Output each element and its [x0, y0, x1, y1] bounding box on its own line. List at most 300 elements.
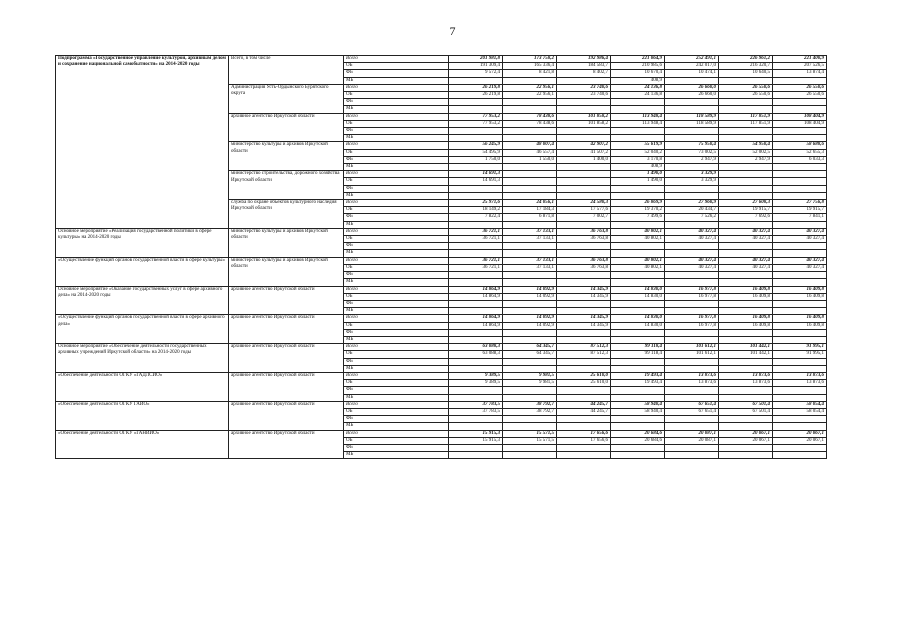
amount-cell — [503, 394, 557, 401]
funding-source: ОБ — [344, 63, 449, 70]
funding-source: ФБ — [344, 416, 449, 423]
amount-cell — [611, 444, 665, 451]
amount-cell — [665, 300, 719, 307]
amount-cell: 16 409,8 — [719, 322, 773, 329]
amount-cell — [665, 308, 719, 315]
funding-source: ФБ — [344, 358, 449, 365]
amount-cell: 26 550,6 — [773, 84, 827, 91]
amount-cell: 63 088,3 — [449, 344, 503, 351]
amount-cell — [557, 358, 611, 365]
amount-cell — [449, 444, 503, 451]
amount-cell: 58 940,4 — [611, 401, 665, 408]
amount-cell — [557, 171, 611, 178]
amount-cell: 3 329,9 — [665, 171, 719, 178]
amount-cell — [665, 394, 719, 401]
amount-cell: 40 802,1 — [611, 264, 665, 271]
amount-cell — [449, 106, 503, 113]
amount-cell: 20 684,6 — [611, 437, 665, 444]
amount-cell: 26 550,6 — [719, 92, 773, 99]
amount-cell — [611, 394, 665, 401]
amount-cell: 1 550,0 — [503, 156, 557, 163]
funding-source: Всего — [344, 113, 449, 120]
amount-cell — [665, 365, 719, 372]
amount-cell: 40 327,4 — [665, 228, 719, 235]
amount-cell: 6 871,8 — [503, 214, 557, 221]
amount-cell: 58 054,4 — [773, 408, 827, 415]
amount-cell — [449, 164, 503, 171]
amount-cell: 113 948,4 — [611, 120, 665, 127]
amount-cell: 40 327,4 — [719, 257, 773, 264]
funding-source: ОБ — [344, 322, 449, 329]
amount-cell: 14 345,9 — [557, 322, 611, 329]
amount-cell — [665, 358, 719, 365]
amount-cell: 20 434,7 — [665, 207, 719, 214]
amount-cell: 46 557,4 — [503, 149, 557, 156]
amount-cell: 25 971,6 — [449, 200, 503, 207]
funding-source: ФБ — [344, 444, 449, 451]
amount-cell — [503, 128, 557, 135]
amount-cell — [449, 358, 503, 365]
funding-source: МБ — [344, 452, 449, 459]
funding-source: Всего — [344, 56, 449, 63]
amount-cell — [611, 192, 665, 199]
funding-source: ФБ — [344, 70, 449, 77]
amount-cell — [503, 358, 557, 365]
funding-source: ФБ — [344, 272, 449, 279]
amount-cell: 27 608,3 — [719, 200, 773, 207]
amount-cell: 52 002,5 — [719, 149, 773, 156]
executor-name: архивное агентство Иркутской области — [229, 344, 344, 373]
amount-cell: 36 721,1 — [449, 236, 503, 243]
amount-cell: 14 092,9 — [503, 286, 557, 293]
table-row — [56, 344, 827, 351]
amount-cell — [449, 279, 503, 286]
program-name: Основное мероприятие «Обеспечение деятельности государственных архивных учреждений Иркутской области» на 2014-2020 годы — [56, 344, 229, 373]
amount-cell: 36 721,1 — [449, 257, 503, 264]
budget-table — [55, 55, 827, 459]
program-name: «Обеспечение деятельности ОГКУ «ГАНИИО» — [56, 430, 229, 459]
amount-cell — [665, 221, 719, 228]
amount-cell: 14 345,9 — [557, 293, 611, 300]
amount-cell: 77 953,2 — [449, 120, 503, 127]
amount-cell: 15 571,5 — [503, 437, 557, 444]
amount-cell: 41 507,2 — [557, 149, 611, 156]
amount-cell: 37 133,1 — [503, 257, 557, 264]
amount-cell: 67 501,4 — [719, 408, 773, 415]
amount-cell — [773, 300, 827, 307]
amount-cell — [719, 106, 773, 113]
program-name: Основное мероприятие «Реализация государственной политики в сфере культуры» на 2014-2020 годы — [56, 228, 229, 257]
amount-cell: 91 995,1 — [773, 351, 827, 358]
amount-cell — [503, 243, 557, 250]
amount-cell — [719, 128, 773, 135]
amount-cell — [665, 329, 719, 336]
amount-cell — [719, 387, 773, 394]
amount-cell: 16 409,8 — [719, 286, 773, 293]
amount-cell — [611, 250, 665, 257]
amount-cell — [449, 336, 503, 343]
amount-cell — [503, 423, 557, 430]
table-row — [56, 401, 827, 408]
amount-cell — [719, 416, 773, 423]
amount-cell — [557, 394, 611, 401]
amount-cell — [449, 423, 503, 430]
funding-source: ОБ — [344, 351, 449, 358]
amount-cell: 2 947,9 — [719, 156, 773, 163]
amount-cell — [503, 300, 557, 307]
amount-cell — [503, 444, 557, 451]
amount-cell: 1 490,0 — [611, 171, 665, 178]
amount-cell: 37 133,1 — [503, 236, 557, 243]
amount-cell — [719, 272, 773, 279]
amount-cell — [611, 329, 665, 336]
amount-cell — [557, 387, 611, 394]
amount-cell: 20 067,1 — [719, 437, 773, 444]
amount-cell — [503, 416, 557, 423]
amount-cell — [773, 178, 827, 185]
amount-cell — [449, 308, 503, 315]
amount-cell: 221 400,9 — [773, 56, 827, 63]
amount-cell: 7 692,6 — [719, 214, 773, 221]
program-name: «Осуществление функций органов государственной власти в сфере культуры» — [56, 257, 229, 286]
amount-cell: 40 327,4 — [773, 236, 827, 243]
amount-cell: 19 915,7 — [773, 207, 827, 214]
executor-name: министерство культуры и архивов Иркутской области — [229, 228, 344, 257]
amount-cell: 14 092,9 — [503, 315, 557, 322]
amount-cell — [719, 279, 773, 286]
amount-cell — [557, 336, 611, 343]
amount-cell — [503, 308, 557, 315]
funding-source: ОБ — [344, 178, 449, 185]
table-row — [56, 228, 827, 235]
funding-source: Всего — [344, 171, 449, 178]
amount-cell: 16 409,8 — [773, 286, 827, 293]
amount-cell — [773, 365, 827, 372]
page-number: 7 — [449, 24, 456, 38]
amount-cell — [557, 308, 611, 315]
amount-cell: 15 571,5 — [503, 430, 557, 437]
amount-cell — [665, 272, 719, 279]
amount-cell: 55 619,9 — [611, 142, 665, 149]
amount-cell — [557, 444, 611, 451]
amount-cell: 242 017,0 — [665, 63, 719, 70]
executor-name: министерство культуры и архивов Иркутской области — [229, 142, 344, 171]
table-row — [56, 286, 827, 293]
amount-cell — [611, 279, 665, 286]
amount-cell — [611, 336, 665, 343]
amount-cell — [665, 99, 719, 106]
amount-cell — [719, 221, 773, 228]
amount-cell — [449, 365, 503, 372]
funding-source: ОБ — [344, 149, 449, 156]
amount-cell: 23 740,6 — [557, 84, 611, 91]
amount-cell — [611, 99, 665, 106]
amount-cell — [503, 106, 557, 113]
amount-cell — [557, 185, 611, 192]
amount-cell: 24 136,8 — [611, 84, 665, 91]
amount-cell — [773, 308, 827, 315]
amount-cell: 14 092,9 — [503, 293, 557, 300]
amount-cell: 3 329,9 — [665, 178, 719, 185]
amount-cell: 63 088,3 — [449, 351, 503, 358]
amount-cell: 37 133,1 — [503, 264, 557, 271]
amount-cell: 9 981,5 — [503, 380, 557, 387]
amount-cell: 58 054,4 — [773, 401, 827, 408]
amount-cell — [557, 250, 611, 257]
amount-cell — [449, 329, 503, 336]
amount-cell — [449, 99, 503, 106]
amount-cell — [449, 452, 503, 459]
amount-cell: 22 956,1 — [503, 92, 557, 99]
amount-cell: 3 170,8 — [611, 156, 665, 163]
amount-cell — [503, 185, 557, 192]
amount-cell — [719, 135, 773, 142]
amount-cell: 67 501,4 — [719, 401, 773, 408]
amount-cell — [773, 250, 827, 257]
table-row — [56, 430, 827, 437]
amount-cell — [719, 444, 773, 451]
amount-cell: 16 977,8 — [665, 286, 719, 293]
amount-cell: 44 245,7 — [557, 401, 611, 408]
amount-cell — [773, 394, 827, 401]
amount-cell — [719, 423, 773, 430]
funding-source: ОБ — [344, 236, 449, 243]
amount-cell — [665, 185, 719, 192]
amount-cell: 101 612,1 — [665, 351, 719, 358]
table-row — [56, 315, 827, 322]
amount-cell: 9 981,5 — [503, 372, 557, 379]
amount-cell: 17 184,3 — [503, 207, 557, 214]
amount-cell — [719, 250, 773, 257]
amount-cell: 9 389,5 — [449, 372, 503, 379]
amount-cell: 117 851,9 — [719, 120, 773, 127]
amount-cell: 16 409,8 — [719, 293, 773, 300]
amount-cell: 87 512,3 — [557, 344, 611, 351]
amount-cell: 40 327,4 — [773, 228, 827, 235]
amount-cell: 101 612,1 — [665, 344, 719, 351]
amount-cell: 252 491,1 — [665, 56, 719, 63]
amount-cell: 7 822,4 — [449, 214, 503, 221]
amount-cell: 26 660,0 — [665, 92, 719, 99]
amount-cell: 173 758,2 — [503, 56, 557, 63]
amount-cell — [773, 329, 827, 336]
amount-cell: 13 873,6 — [665, 380, 719, 387]
amount-cell: 16 409,8 — [773, 322, 827, 329]
amount-cell: 58 688,6 — [773, 142, 827, 149]
amount-cell: 14 345,9 — [557, 315, 611, 322]
amount-cell — [719, 243, 773, 250]
amount-cell: 14 830,0 — [611, 322, 665, 329]
amount-cell: 14 830,0 — [611, 293, 665, 300]
amount-cell: 99 118,4 — [611, 344, 665, 351]
amount-cell: 40 327,4 — [719, 228, 773, 235]
amount-cell: 14 830,0 — [611, 315, 665, 322]
amount-cell: 14 691,3 — [449, 171, 503, 178]
executor-name: Всего, в том числе — [229, 56, 344, 85]
amount-cell: 101 442,1 — [719, 351, 773, 358]
funding-source: Всего — [344, 142, 449, 149]
amount-cell — [773, 279, 827, 286]
funding-source: МБ — [344, 279, 449, 286]
amount-cell: 58 940,4 — [611, 408, 665, 415]
funding-source: ФБ — [344, 128, 449, 135]
amount-cell: 40 327,4 — [665, 264, 719, 271]
amount-cell — [611, 416, 665, 423]
amount-cell — [665, 444, 719, 451]
amount-cell — [557, 164, 611, 171]
amount-cell — [449, 416, 503, 423]
amount-cell: 108 404,9 — [773, 120, 827, 127]
amount-cell: 25 610,0 — [557, 380, 611, 387]
amount-cell: 48 007,4 — [503, 142, 557, 149]
amount-cell: 36 763,8 — [557, 236, 611, 243]
amount-cell — [557, 128, 611, 135]
amount-cell: 118 589,9 — [665, 113, 719, 120]
amount-cell — [719, 164, 773, 171]
funding-source: МБ — [344, 192, 449, 199]
funding-source: ФБ — [344, 156, 449, 163]
amount-cell: 165 336,4 — [503, 63, 557, 70]
amount-cell — [611, 106, 665, 113]
amount-cell — [773, 185, 827, 192]
amount-cell — [773, 444, 827, 451]
funding-source: Всего — [344, 372, 449, 379]
amount-cell — [557, 243, 611, 250]
amount-cell — [557, 135, 611, 142]
amount-cell — [773, 452, 827, 459]
amount-cell — [611, 358, 665, 365]
amount-cell — [773, 135, 827, 142]
amount-cell — [719, 171, 773, 178]
amount-cell — [611, 221, 665, 228]
funding-source: ОБ — [344, 408, 449, 415]
amount-cell: 26 660,0 — [665, 84, 719, 91]
amount-cell — [719, 99, 773, 106]
amount-cell — [719, 308, 773, 315]
amount-cell: 7 499,6 — [611, 214, 665, 221]
amount-cell: 17 656,6 — [557, 430, 611, 437]
amount-cell: 7 841,1 — [773, 214, 827, 221]
amount-cell — [503, 99, 557, 106]
amount-cell: 7 002,7 — [557, 214, 611, 221]
amount-cell — [665, 387, 719, 394]
amount-cell: 38 792,7 — [503, 408, 557, 415]
amount-cell: 24 136,8 — [611, 92, 665, 99]
amount-cell — [665, 452, 719, 459]
amount-cell — [611, 300, 665, 307]
amount-cell: 36 763,8 — [557, 228, 611, 235]
amount-cell — [449, 250, 503, 257]
amount-cell: 20 087,1 — [665, 430, 719, 437]
amount-cell: 113 948,4 — [611, 113, 665, 120]
amount-cell: 14 830,0 — [611, 286, 665, 293]
amount-cell — [773, 99, 827, 106]
funding-source: Всего — [344, 344, 449, 351]
amount-cell — [611, 423, 665, 430]
amount-cell — [719, 394, 773, 401]
amount-cell — [449, 192, 503, 199]
amount-cell — [449, 300, 503, 307]
funding-source: Всего — [344, 84, 449, 91]
amount-cell — [449, 272, 503, 279]
amount-cell: 13 873,6 — [719, 372, 773, 379]
amount-cell: 36 763,8 — [557, 257, 611, 264]
amount-cell: 36 721,1 — [449, 264, 503, 271]
amount-cell — [719, 185, 773, 192]
amount-cell — [665, 279, 719, 286]
amount-cell: 408,9 — [611, 164, 665, 171]
amount-cell — [557, 99, 611, 106]
amount-cell: 24 056,1 — [503, 200, 557, 207]
amount-cell: 1 490,0 — [611, 178, 665, 185]
funding-source: ОБ — [344, 264, 449, 271]
program-name: «Обеспечение деятельности ОГКУ «ГАДЛСИО» — [56, 372, 229, 401]
amount-cell: 18 149,2 — [449, 207, 503, 214]
executor-name: архивное агентство Иркутской области — [229, 315, 344, 344]
amount-cell — [503, 387, 557, 394]
amount-cell: 20 684,6 — [611, 430, 665, 437]
amount-cell — [719, 77, 773, 84]
amount-cell — [773, 243, 827, 250]
amount-cell — [557, 416, 611, 423]
executor-name: министерство культуры и архивов Иркутской области — [229, 257, 344, 286]
amount-cell — [503, 178, 557, 185]
amount-cell: 14 864,9 — [449, 286, 503, 293]
amount-cell — [503, 192, 557, 199]
amount-cell: 78 438,6 — [503, 113, 557, 120]
amount-cell — [665, 250, 719, 257]
amount-cell: 40 327,4 — [773, 264, 827, 271]
amount-cell — [503, 221, 557, 228]
amount-cell: 19 493,4 — [611, 380, 665, 387]
amount-cell: 210 985,6 — [611, 63, 665, 70]
amount-cell: 14 864,9 — [449, 293, 503, 300]
amount-cell: 226 961,2 — [719, 56, 773, 63]
amount-cell: 37 783,5 — [449, 401, 503, 408]
amount-cell — [557, 329, 611, 336]
amount-cell — [611, 135, 665, 142]
funding-source: ФБ — [344, 185, 449, 192]
amount-cell — [719, 300, 773, 307]
amount-cell: 25 610,0 — [557, 372, 611, 379]
amount-cell — [773, 171, 827, 178]
funding-source: МБ — [344, 250, 449, 257]
amount-cell — [665, 164, 719, 171]
amount-cell: 26 550,6 — [773, 92, 827, 99]
funding-source: ФБ — [344, 300, 449, 307]
amount-cell: 40 327,4 — [719, 264, 773, 271]
amount-cell: 38 792,7 — [503, 401, 557, 408]
amount-cell — [503, 135, 557, 142]
amount-cell — [611, 365, 665, 372]
amount-cell: 13 873,6 — [773, 372, 827, 379]
funding-source: МБ — [344, 308, 449, 315]
amount-cell — [665, 192, 719, 199]
amount-cell — [449, 135, 503, 142]
amount-cell: 44 245,7 — [557, 408, 611, 415]
amount-cell: 99 118,4 — [611, 351, 665, 358]
funding-source: МБ — [344, 164, 449, 171]
amount-cell: 8 402,7 — [557, 70, 611, 77]
funding-source: ФБ — [344, 99, 449, 106]
amount-cell: 22 956,1 — [503, 84, 557, 91]
table-row — [56, 56, 827, 63]
amount-cell — [557, 279, 611, 286]
amount-cell — [773, 423, 827, 430]
amount-cell: 36 721,1 — [449, 228, 503, 235]
amount-cell: 1 750,0 — [449, 156, 503, 163]
amount-cell — [773, 272, 827, 279]
